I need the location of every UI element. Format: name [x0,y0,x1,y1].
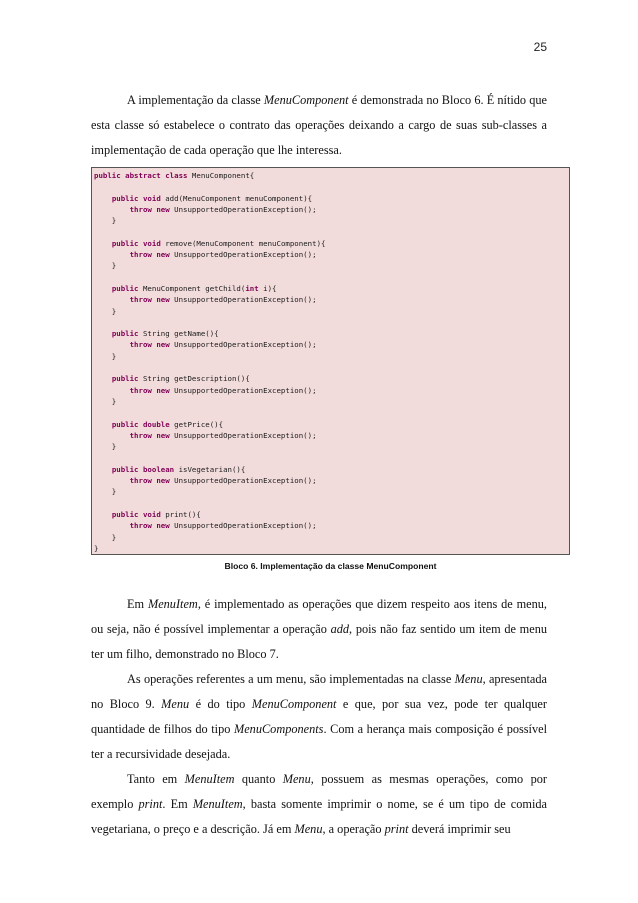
text-run: quanto [234,772,283,786]
code-line: public void print(){ [111,509,201,519]
emphasis-run: MenuComponents [233,722,324,736]
code-line: public void add(MenuComponent menuComponent){ [111,193,313,203]
emphasis-run: MenuItem [192,797,243,811]
text-run: . Em [162,797,193,811]
page-number: 25 [533,40,547,54]
class-name-emphasis: MenuComponent [263,93,349,107]
code-line: } [94,543,99,553]
code-line: } [94,351,117,361]
paragraph-menuitem [91,592,547,667]
code-line: throw new UnsupportedOperationException(); [129,476,317,486]
code-line [94,362,569,373]
code-line [94,498,569,509]
code-line: } [94,442,117,452]
text-run: Em [127,597,148,611]
emphasis-run: Menu [454,672,483,686]
code-line [94,272,569,283]
emphasis-run: Menu [294,822,323,836]
text-run: Tanto em [127,772,185,786]
intro-text-2: é demonstrada no Bloco 6. É nítido que esta classe só estabelece o contrato das operações deixando a cargo de suas sub-classes a implementação de cada operação que lhe interessa. [91,93,547,157]
code-block [91,167,570,555]
text-run: As operações referentes a um menu, são implementadas na classe [127,672,455,686]
code-line [94,317,569,328]
code-line: } [94,306,117,316]
code-line [94,226,569,237]
code-line [94,181,569,192]
code-caption: Bloco 6. Implementação da classe MenuComponent [224,561,437,571]
text-run: , a operação [322,822,385,836]
code-line: } [94,532,117,542]
code-line: public String getDescription(){ [111,374,250,384]
paragraph-print [91,767,547,842]
emphasis-run: Menu [161,697,190,711]
code-line: } [94,261,117,271]
code-line: throw new UnsupportedOperationException(); [129,204,317,214]
emphasis-run: print [138,797,163,811]
code-line: throw new UnsupportedOperationException(); [129,385,317,395]
code-line: throw new UnsupportedOperationException(); [129,430,317,440]
code-line: public boolean isVegetarian(){ [111,464,246,474]
code-line: throw new UnsupportedOperationException(); [129,521,317,531]
code-line: } [94,487,117,497]
emphasis-run: MenuComponent [251,697,337,711]
intro-text-1: A implementação da classe [127,93,264,107]
text-run: , é implementado as operações que dizem respeito aos itens de menu, ou seja, não é possível implementar a operação [91,597,547,636]
text-run: . Com a herança mais composição é possível ter a recursividade desejada. [91,722,547,761]
text-run: deverá imprimir seu [408,822,511,836]
code-line [94,452,569,463]
code-line: public double getPrice(){ [111,419,224,429]
emphasis-run: Menu [282,772,311,786]
emphasis-run: print [384,822,409,836]
emphasis-run: add [330,622,350,636]
text-run: , pois não faz sentido um item de menu ter um filho, demonstrado no Bloco 7. [91,622,548,661]
code-line: public void remove(MenuComponent menuComponent){ [111,238,326,248]
emphasis-run: MenuItem [147,597,198,611]
text-run: e que, por sua vez, pode ter qualquer quantidade de filhos do tipo [91,697,547,736]
code-line [94,407,569,418]
code-line: } [94,216,117,226]
text-run: , basta somente imprimir o nome, se é um tipo de comida vegetariana, o preço e a descrição. Já em [91,797,547,836]
text-run: , possuem as mesmas operações, como por exemplo [91,772,547,811]
paragraph-menu [91,667,547,767]
text-run: é do tipo [189,697,252,711]
code-line: } [94,396,117,406]
code-line: public String getName(){ [111,329,219,339]
emphasis-run: MenuItem [184,772,235,786]
body-text-after-code [91,592,547,842]
code-line: throw new UnsupportedOperationException(); [129,340,317,350]
text-run: , apresentada no Bloco 9. [91,672,547,711]
code-line: throw new UnsupportedOperationException(); [129,295,317,305]
code-line: public MenuComponent getChild(int i){ [111,283,277,293]
code-line: public abstract class MenuComponent{ [94,171,255,180]
intro-paragraph [91,88,547,163]
code-line: throw new UnsupportedOperationException(); [129,250,317,260]
